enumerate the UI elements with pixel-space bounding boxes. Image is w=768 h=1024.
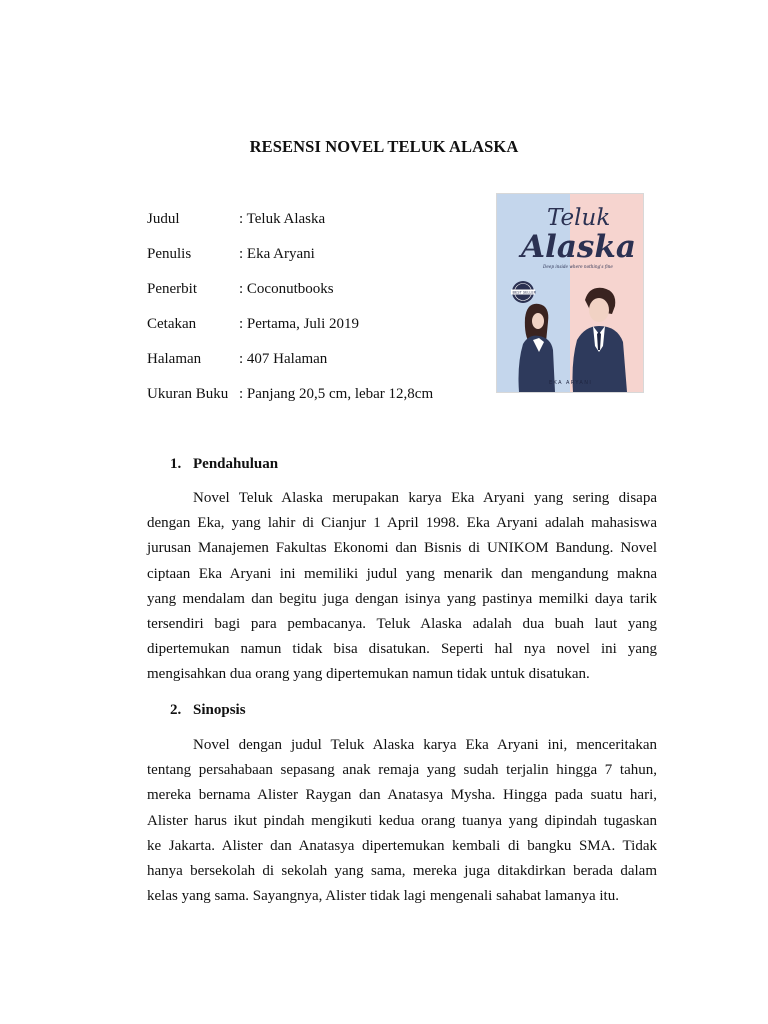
paragraph-line: ke Jakarta. Alister dan Anatasya dipertemukan kembali di bangku SMA. Tidak [147,837,657,854]
meta-label: Judul [147,211,180,227]
section-number: 2. [170,702,182,718]
meta-label: Penulis [147,246,192,262]
section-number: 1. [170,456,182,472]
paragraph-line: ciptaan Eka Aryani ini memiliki judul yang menarik dan mengandung makna [147,565,657,582]
section-title: Pendahuluan [193,456,279,472]
section-heading-pendahuluan [170,456,278,473]
meta-value: : Coconutbooks [239,281,334,297]
meta-value: : Pertama, Juli 2019 [239,316,359,332]
meta-label: Penerbit [147,281,197,297]
paragraph-line: hanya bersekolah di sekolah yang sama, mereka juga ditakdirkan berada dalam [147,862,657,879]
paragraph-line: Novel Teluk Alaska merupakan karya Eka Aryani yang sering disapa [193,490,657,506]
paragraph-line: jurusan Manajemen Fakultas Ekonomi dan Bisnis di UNIKOM Bandung. Novel [147,540,657,557]
meta-value: : Eka Aryani [239,246,315,262]
meta-value: : Teluk Alaska [239,211,326,227]
paragraph-sinopsis [147,733,657,909]
paragraph-line: mengisahkan dua orang yang dipertemukan namun tidak untuk disatukan. [147,666,590,683]
paragraph-line: kelas yang sama. Sayangnya, Alister tidak lagi mengenali sahabat lamanya itu. [147,888,619,905]
meta-value: : 407 Halaman [239,351,328,367]
meta-label: Halaman [147,351,202,367]
page-title: RESENSI NOVEL TELUK ALASKA [249,137,519,156]
meta-value: : Panjang 20,5 cm, lebar 12,8cm [239,386,434,402]
paragraph-line: tentang persahabaan sepasang anak remaja yang sudah terjalin hingga 7 tahun, [147,762,657,779]
paragraph-line: yang mendalam dan begitu juga dengan isinya yang pastinya memilki daya tarik [147,590,657,607]
meta-label: Cetakan [147,316,197,332]
cover-author: EKA ARYANI [549,380,593,386]
paragraph-line: dengan Eka, yang lahir di Cianjur 1 April 1998. Eka Aryani adalah mahasiswa [147,515,657,532]
paragraph-line: dipertemukan namun tidak bisa disatukan. Seperti hal nya novel ini yang [147,641,657,658]
cover-title-line1: Teluk [547,205,611,231]
paragraph-line: mereka bernama Alister Raygan dan Anatasya Mysha. Hingga pada suatu hari, [147,787,657,804]
cover-title-line2: Alaska [521,229,636,265]
paragraph-pendahuluan [147,486,657,688]
badge-text: BEST SELLER [512,290,537,295]
paragraph-line: Alister harus ikut pindah mengikuti kedua orang tuanya yang dipindah tugaskan [147,812,657,829]
paragraph-line: Novel dengan judul Teluk Alaska karya Eka Aryani ini, menceritakan [193,737,657,753]
book-cover-image [496,193,644,393]
meta-label: Ukuran Buku [147,386,229,402]
paragraph-line: tersendiri bagi para pembacanya. Teluk Alaska adalah dua buah laut yang [147,615,657,632]
cover-tagline: Deep inside where nothing's fine [543,264,613,269]
section-heading-sinopsis [170,702,246,719]
section-title: Sinopsis [193,702,246,718]
